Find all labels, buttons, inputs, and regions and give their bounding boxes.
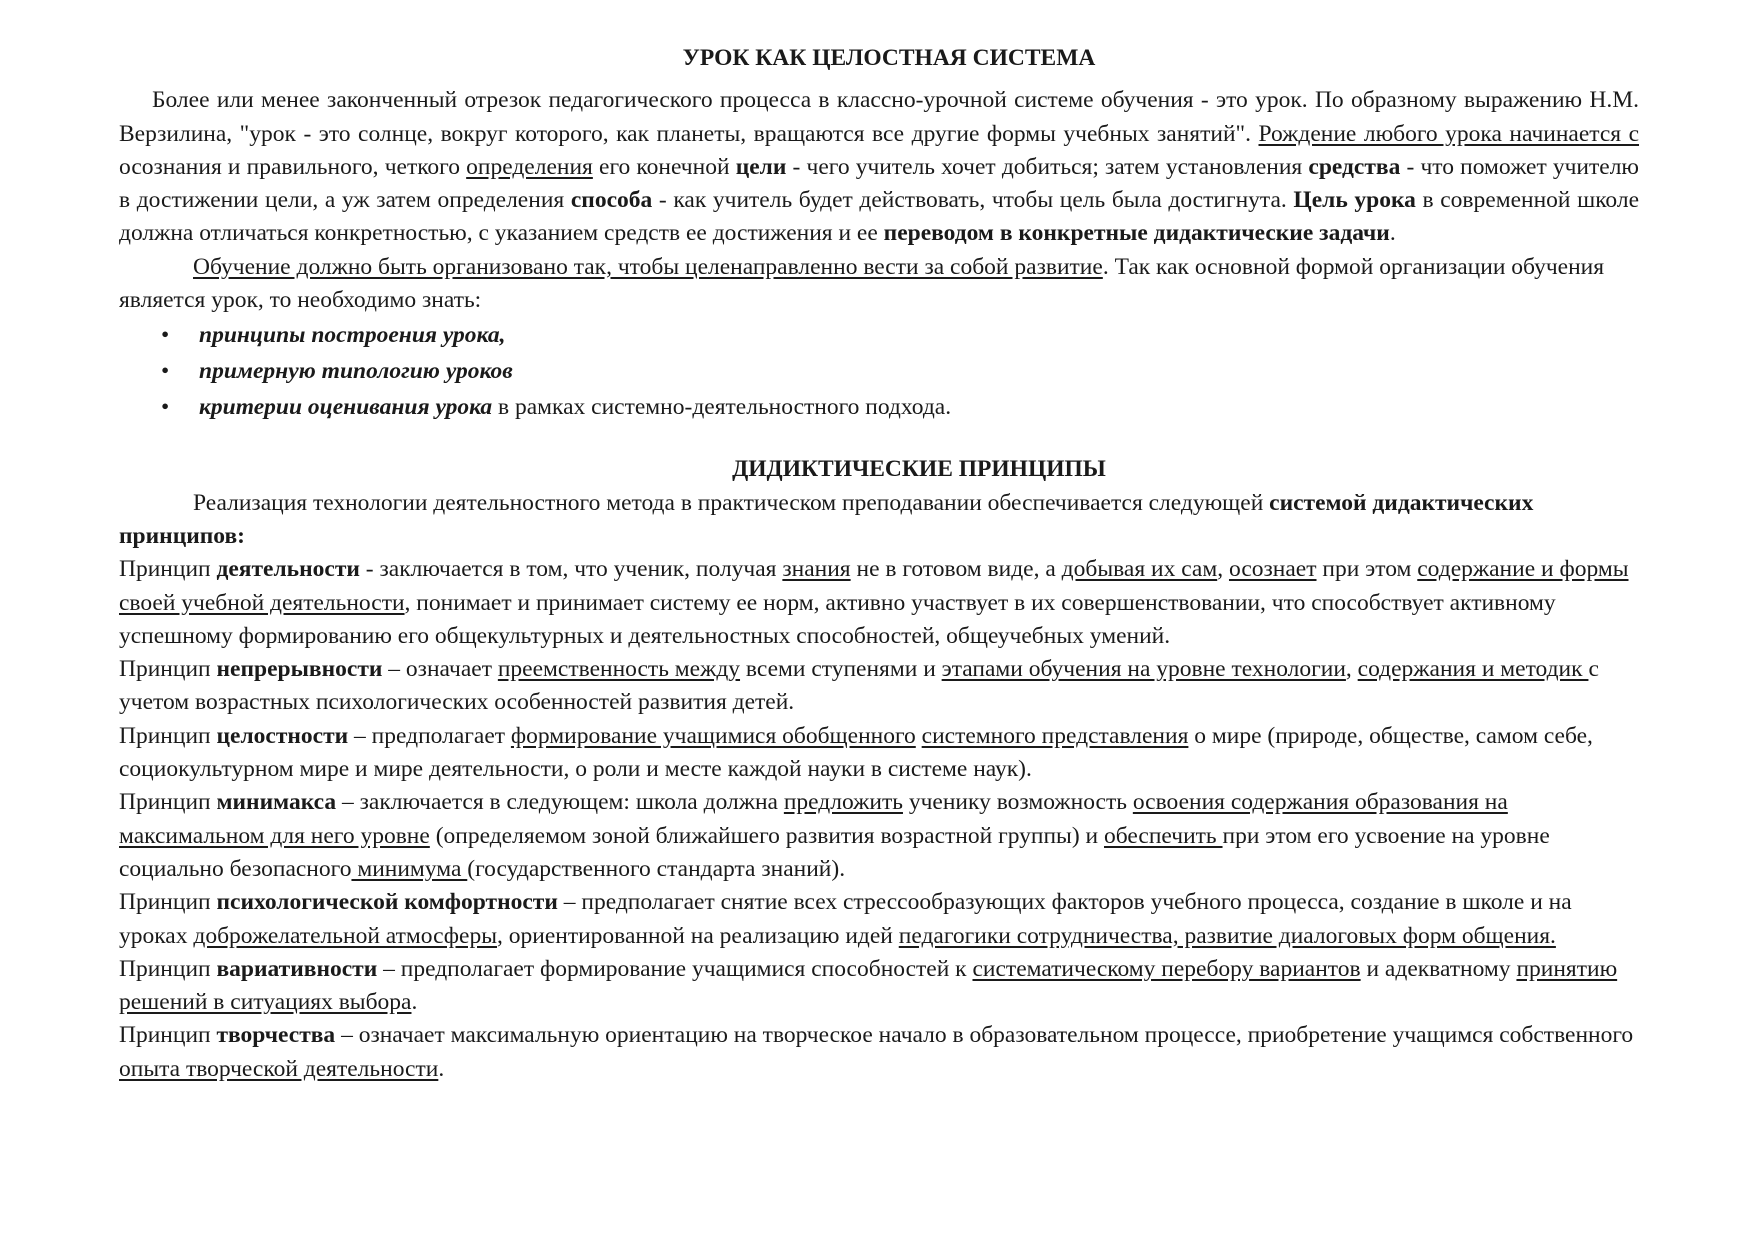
bullet-icon: •: [161, 394, 170, 421]
page-title: УРОК КАК ЦЕЛОСТНАЯ СИСТЕМА: [682, 45, 1096, 71]
bullet-icon: •: [161, 322, 170, 349]
principle-integrity: Принцип целостности – предполагает формирование учащимися обобщенного системного представления о мире (природе, обществе, самом себе, социокультурном мире и мире деятельности, о роли и месте каждой науки в системе наук).: [119, 722, 1593, 783]
list-item: • принципы построения урока,: [119, 317, 1639, 353]
principle-minimax: Принцип минимакса – заключается в следующем: школа должна предложить ученику возможность освоения содержания образования на максимальном для него уровне (определяемом зоной ближайшего развития возрастной группы) и обеспечить при этом его усвоение на уровне социально безопасного минимума (государственного стандарта знаний).: [119, 789, 1550, 882]
intro-paragraph: Более или менее законченный отрезок педагогического процесса в классно-урочной системе обучения - это урок. По образному выражению Н.М. Верзилина, "урок - это солнце, вокруг которого, как планеты, вращаются все другие формы учебных занятий". Рождение любого урока начинается с осознания и правильного, четкого определения его конечной цели - чего учитель хочет добиться; затем установления средства - что поможет учителю в достижении цели, а уж затем определения способа - как учитель будет действовать, чтобы цель была достигнута. Цель урока в современной школе должна отличаться конкретностью, с указанием средств ее достижения и ее переводом в конкретные дидактические задачи.: [119, 87, 1640, 247]
section-title: ДИДИКТИЧЕСКИЕ ПРИНЦИПЫ: [732, 456, 1106, 483]
bullet-icon: •: [161, 358, 170, 385]
list-item: • критерии оценивания урока в рамках системно-деятельностного подхода.: [119, 389, 1639, 425]
principle-activity: Принцип деятельности - заключается в том, что ученик, получая знания не в готовом виде, а добывая их сам, осознает при этом содержание и формы своей учебной деятельности, понимает и принимает систему ее норм, активно участвует в их совершенствовании, что способствует активному успешному формированию его общекультурных и деятельностных способностей, общеучебных умений.: [119, 556, 1629, 649]
organization-paragraph: Обучение должно быть организовано так, чтобы целенаправленно вести за собой развитие. Так как основной формой организации обучения является урок, то необходимо знать:: [119, 253, 1605, 314]
list-item: • примерную типологию уроков: [119, 353, 1639, 389]
principle-variability: Принцип вариативности – предполагает формирование учащимися способностей к систематическому перебору вариантов и адекватному принятию решений в ситуациях выбора.: [119, 955, 1618, 1016]
lesson-knowledge-list: [119, 317, 1639, 425]
principle-psychological-comfort: Принцип психологической комфортности – предполагает снятие всех стрессообразующих факторов учебного процесса, создание в школе и на уроках доброжелательной атмосферы, ориентированной на реализацию идей педагогики сотрудничества, развитие диалоговых форм общения.: [119, 889, 1572, 949]
principle-creativity: Принцип творчества – означает максимальную ориентацию на творческое начало в образовательном процессе, приобретение учащимся собственного опыта творческой деятельности.: [119, 1022, 1634, 1082]
principle-continuity: Принцип непрерывности – означает преемственность между всеми ступенями и этапами обучения на уровне технологии, содержания и методик с учетом возрастных психологических особенностей развития детей.: [119, 656, 1599, 716]
section-intro: Реализация технологии деятельностного метода в практическом преподавании обеспечивается следующей системой дидактических принципов:: [119, 489, 1534, 549]
